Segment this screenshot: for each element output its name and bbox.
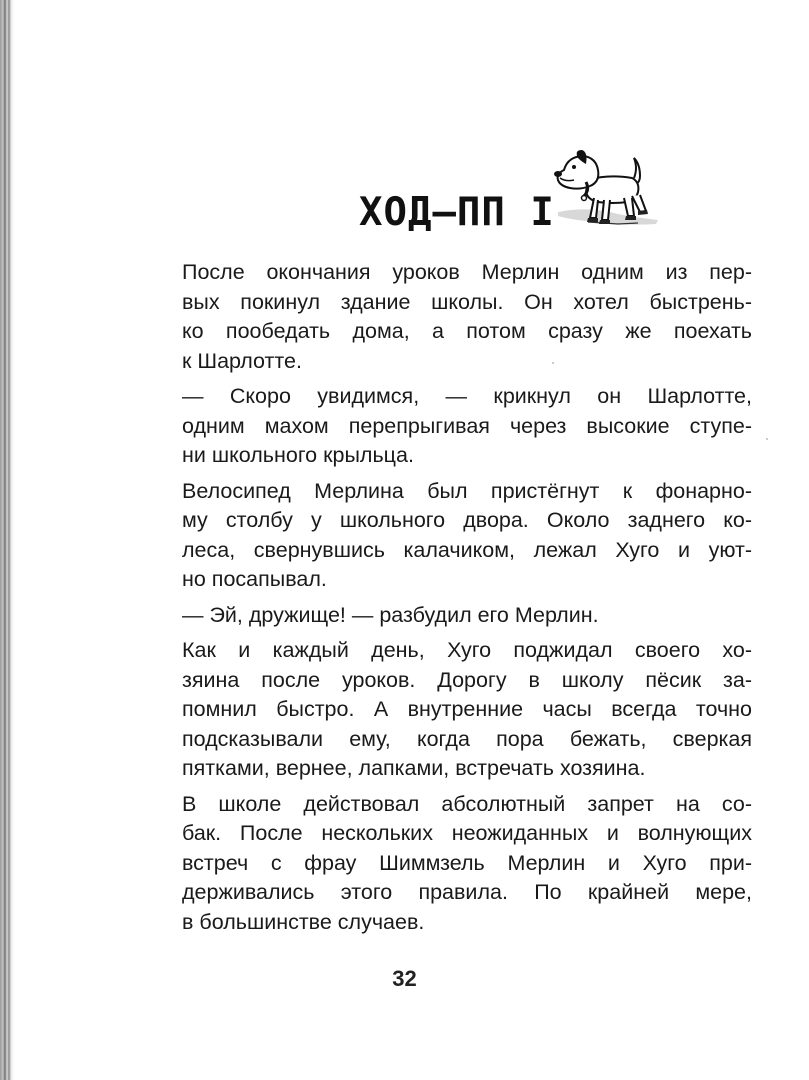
text-line: вых покинул здание школы. Он хотел быстрень- <box>182 289 752 314</box>
text-line: му столбу у школьного двора. Около заднего ко- <box>182 508 752 532</box>
paragraph <box>182 382 752 471</box>
text-line: одним махом перепрыгивая через высокие ступе- <box>182 413 752 438</box>
text-line: ко пообедать дома, а потом сразу же поехать <box>182 319 752 343</box>
paragraph <box>182 790 752 938</box>
paragraph <box>182 258 752 376</box>
scan-speck <box>766 438 768 440</box>
text-line: — Скоро увидимся, — крикнул он Шарлотте, <box>182 384 752 408</box>
paragraph <box>182 636 752 784</box>
text-line: ни школьного крыльца. <box>182 443 414 467</box>
text-line: Велосипед Мерлина был пристёгнут к фонарно- <box>182 478 752 503</box>
text-line: встреч с фрау Шиммзель Мерлин и Хуго при- <box>182 850 752 875</box>
text-line: зяина после уроков. Дорогу в школу пёсик за- <box>182 667 752 692</box>
text-line: леса, свернувшись калачиком, лежал Хуго и уют- <box>182 537 752 562</box>
text-line: После окончания уроков Мерлин одним из пер- <box>182 260 752 284</box>
chapter-header <box>0 150 809 250</box>
text-line: пятками, вернее, лапками, встречать хозяина. <box>182 756 646 780</box>
scan-speck <box>552 362 554 364</box>
text-line: в большинстве случаев. <box>182 909 425 934</box>
dog-icon <box>548 150 660 238</box>
text-line: к Шарлотте. <box>182 348 302 373</box>
text-line: Как и каждый день, Хуго поджидал своего хо- <box>182 638 752 662</box>
paragraph <box>182 477 752 595</box>
text-line: бак. После нескольких неожиданных и волнующих <box>182 821 752 845</box>
chapter-title: ХОД–ПП I <box>359 190 555 235</box>
text-line: но посапывал. <box>182 567 327 591</box>
text-line: — Эй, дружище! — разбудил его Мерлин. <box>182 602 599 627</box>
text-line: В школе действовал абсолютный запрет на со- <box>182 791 752 816</box>
page-number: 32 <box>392 966 417 991</box>
text-line: помнил быстро. А внутренние часы всегда точно <box>182 697 752 721</box>
body-text <box>182 258 752 943</box>
paragraph <box>182 601 752 631</box>
text-line: подсказывали ему, когда пора бежать, сверкая <box>182 726 752 751</box>
text-line: держивались этого правила. По крайней мере, <box>182 880 752 904</box>
